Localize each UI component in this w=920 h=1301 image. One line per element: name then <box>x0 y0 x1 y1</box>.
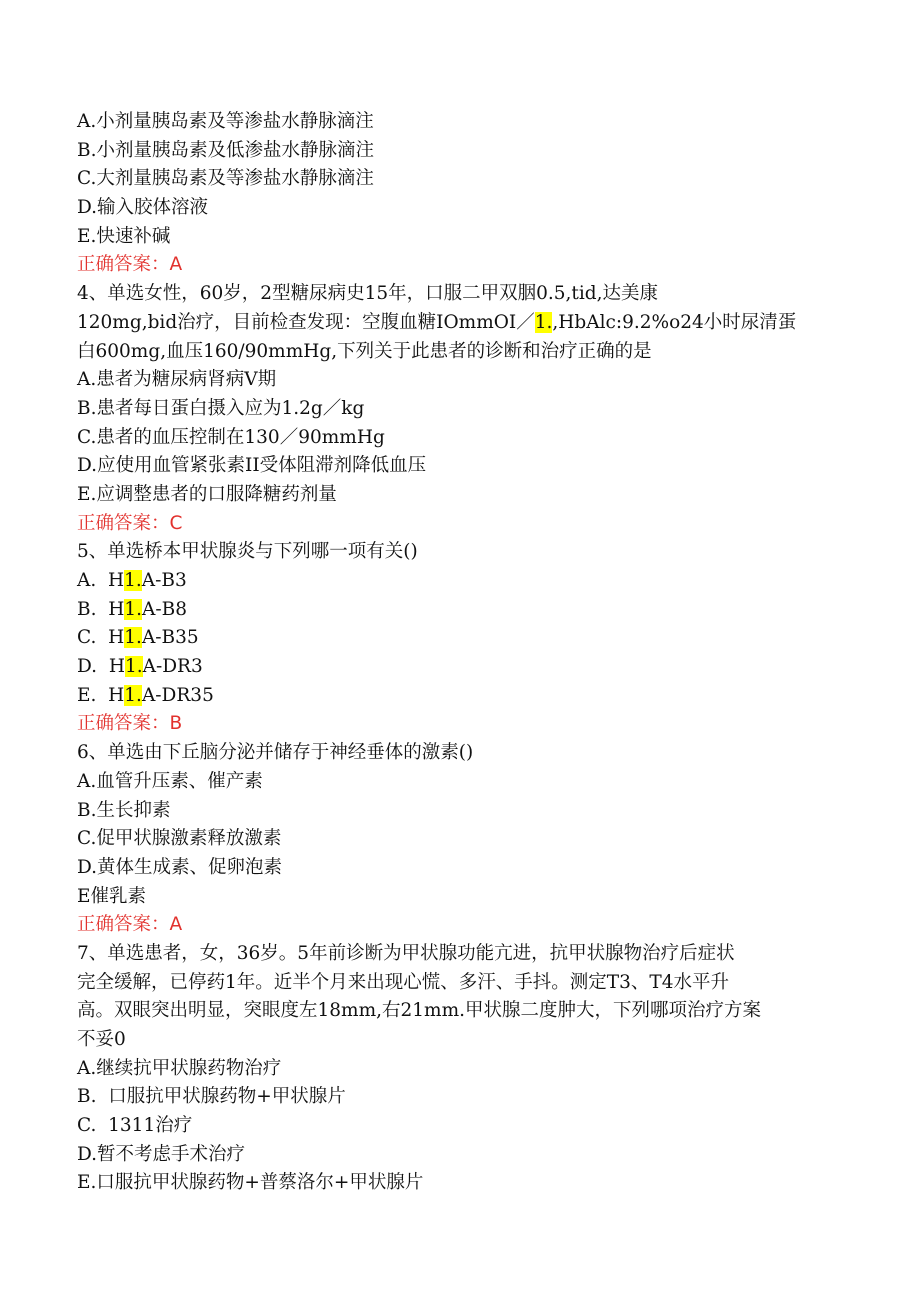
q5-stem: 5、单选桥本甲状腺炎与下列哪一项有关() <box>77 541 418 563</box>
q5-option-b <box>77 596 837 625</box>
q5-option-a-highlight: 1. <box>124 570 142 591</box>
q4-stem-line2-pre: 120mg,bid治疗，目前检查发现：空腹血糖IOmmOI／ <box>77 311 535 333</box>
q5-option-c <box>77 624 837 653</box>
q5-option-e-highlight: 1. <box>124 684 142 706</box>
q6-stem: 6、单选由下丘脑分泌并储存于神经垂体的激素() <box>77 742 474 764</box>
q5-option-e-pre: E. H <box>77 684 125 706</box>
q5-option-d-post: A-DR3 <box>142 656 203 678</box>
q7-option-a: A.继续抗甲状腺药物治疗 <box>77 1057 282 1079</box>
q3-option-a: A.小剂量胰岛素及等渗盐水静脉滴注 <box>77 111 374 132</box>
q5-option-d-highlight: 1. <box>124 656 143 678</box>
q7-stem-line2: 完全缓解，已停药1年。近半个月来出现心慌、多汗、手抖。测定T3、T4水平升 <box>77 971 729 993</box>
q4-answer: 正确答案：C <box>77 512 183 534</box>
q4-option-c: C.患者的血压控制在130／90mmHg <box>77 426 385 448</box>
q6-answer: 正确答案：A <box>77 914 183 936</box>
q3-option-b: B.小剂量胰岛素及低渗盐水静脉滴注 <box>77 139 374 161</box>
q5-option-a-pre: A. H <box>77 570 125 591</box>
q5-option-b-highlight: 1. <box>124 598 143 620</box>
q5-option-c-pre: C. H <box>77 627 125 649</box>
q5-answer: 正确答案：B <box>77 713 183 735</box>
q3-answer: 正确答案：A <box>77 254 183 276</box>
q6-option-e: E催乳素 <box>77 885 147 907</box>
q5-option-e <box>77 682 837 711</box>
q4-highlight: 1. <box>534 311 553 333</box>
q4-stem-line2-post: ,HbAlc:9.2%o24小时尿清蛋 <box>552 311 797 333</box>
q4-option-e: E.应调整患者的口服降糖药剂量 <box>77 483 337 505</box>
q6-option-b: B.生长抑素 <box>77 799 171 821</box>
q6-option-c: C.促甲状腺激素释放激素 <box>77 828 282 850</box>
q5-option-c-post: A-B35 <box>141 627 199 649</box>
q7-option-e: E.口服抗甲状腺药物+普蔡洛尔+甲状腺片 <box>77 1172 424 1194</box>
q6-option-a: A.血管升压素、催产素 <box>77 770 263 792</box>
question-list <box>77 108 837 1198</box>
q7-stem-line1: 7、单选患者，女，36岁。5年前诊断为甲状腺功能亢进，抗甲状腺物治疗后症状 <box>77 942 735 964</box>
q4-option-a: A.患者为糖尿病肾病V期 <box>77 369 277 391</box>
q6-option-d: D.黄体生成素、促卵泡素 <box>77 856 283 878</box>
q5-option-a-post: A-B3 <box>141 570 187 591</box>
q7-stem-line3: 高。双眼突出明显，突眼度左18mm,右21mm.甲状腺二度肿大，下列哪项治疗方案 <box>77 1000 762 1022</box>
q3-option-e: E.快速补碱 <box>77 225 171 247</box>
q7-option-b: B. 口服抗甲状腺药物+甲状腺片 <box>77 1086 346 1108</box>
q3-option-c: C.大剂量胰岛素及等渗盐水静脉滴注 <box>77 168 374 190</box>
q5-option-e-post: A-DR35 <box>141 684 214 706</box>
q5-option-d <box>77 653 837 682</box>
q4-stem-line1: 4、单选女性，60岁，2型糖尿病史15年，口服二甲双胭0.5,tid,达美康 <box>77 283 658 305</box>
q5-option-c-highlight: 1. <box>124 627 142 649</box>
q4-option-b: B.患者每日蛋白摄入应为1.2g／kg <box>77 397 365 419</box>
q4-stem-line2 <box>77 309 837 338</box>
q5-option-b-post: A-B8 <box>142 598 188 620</box>
q5-option-b-pre: B. H <box>77 598 125 620</box>
q5-option-a <box>77 567 837 596</box>
q7-option-d: D.暂不考虑手术治疗 <box>77 1143 246 1165</box>
q7-stem-line4: 不妥0 <box>77 1029 126 1050</box>
q4-stem-line3: 白600mg,血压160/90mmHg,下列关于此患者的诊断和治疗正确的是 <box>77 340 652 362</box>
q5-option-d-pre: D. H <box>77 656 125 678</box>
q7-option-c: C. 1311治疗 <box>77 1115 193 1137</box>
q3-option-d: D.输入胶体溶液 <box>77 197 209 219</box>
q4-option-d: D.应使用血管紧张素II受体阻滞剂降低血压 <box>77 455 427 477</box>
